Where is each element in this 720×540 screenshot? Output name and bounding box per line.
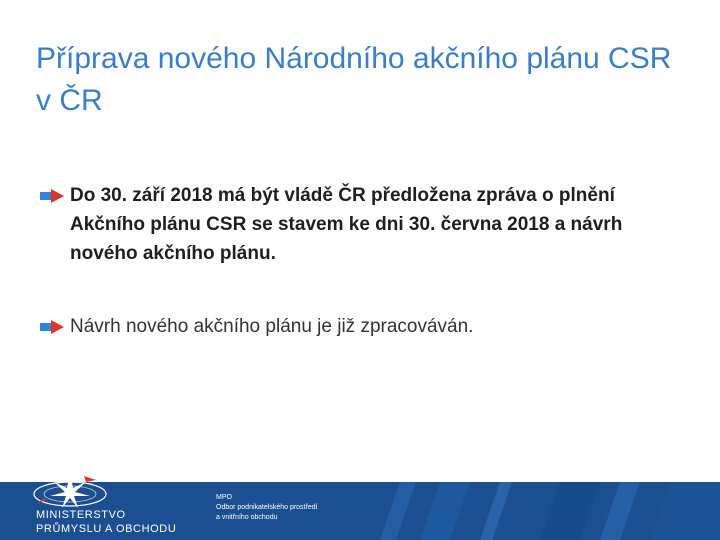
slide-title: Příprava nového Národního akčního plánu CSR v ČR — [36, 42, 672, 117]
org-info — [216, 493, 318, 523]
arrow-right-icon — [40, 320, 64, 334]
bullet-text: Návrh nového akčního plánu je již zpracováván. — [70, 316, 474, 337]
bullet-item — [40, 181, 680, 268]
org-line-2: Odbor podnikatelského prostředí — [216, 504, 318, 511]
bullet-item — [40, 312, 680, 341]
logo-line-1: MINISTERSTVO — [36, 509, 126, 521]
org-line-3: a vnitřního obchodu — [216, 514, 278, 521]
bullet-text: Do 30. září 2018 má být vládě ČR předložena zpráva o plnění Akčního plánu CSR se stavem ke dni 30. června 2018 a návrh nového akčního plánu. — [70, 185, 623, 264]
arrow-right-icon — [40, 189, 64, 203]
org-line-1: MPO — [216, 494, 232, 501]
logo-line-2: PRŮMYSLU A OBCHODU — [36, 523, 177, 535]
ministry-logo-icon — [30, 470, 110, 510]
ministry-logo-text — [36, 508, 176, 536]
